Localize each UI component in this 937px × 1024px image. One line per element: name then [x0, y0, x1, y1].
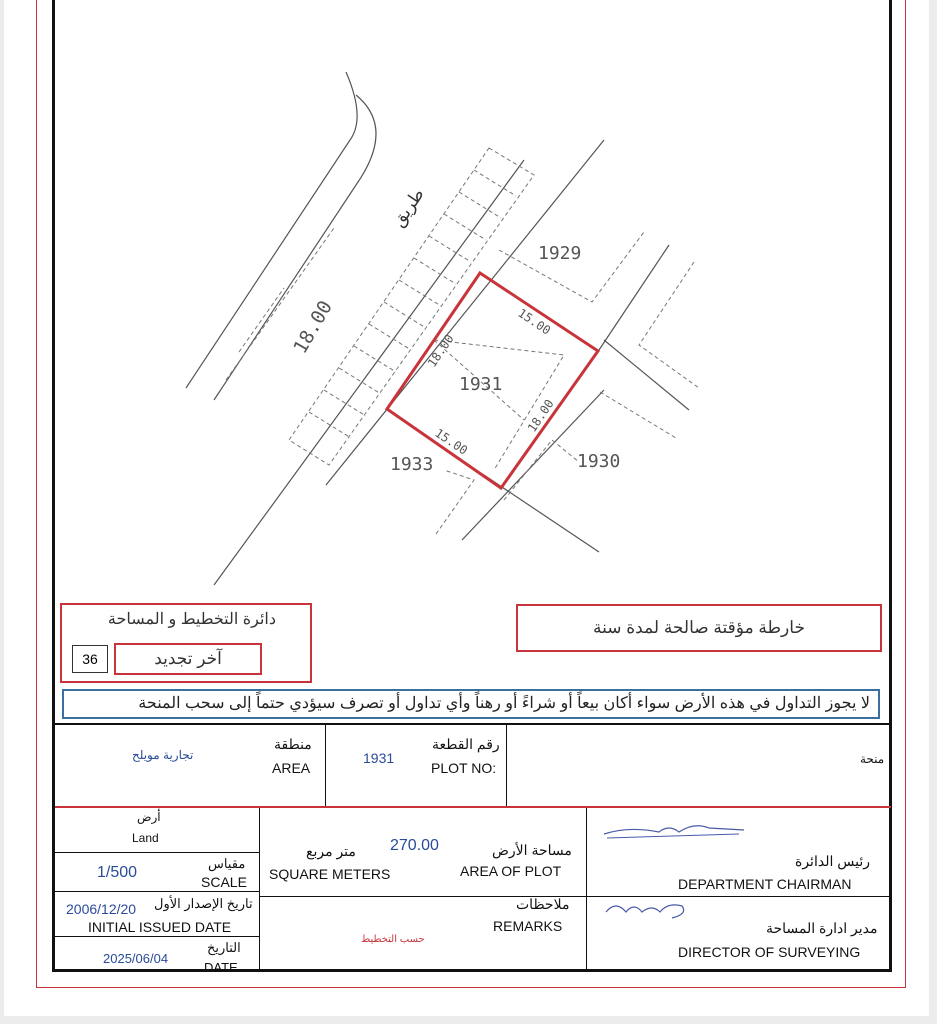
director-signature — [602, 898, 692, 924]
col-divider — [506, 725, 507, 806]
plot-label-en: PLOT NO: — [431, 760, 497, 776]
validity-stamp — [516, 604, 882, 652]
renewal-label: آخر تجديد — [154, 649, 222, 668]
dimension-right: 18.00 — [524, 396, 557, 435]
plot-number-1929: 1929 — [538, 243, 582, 264]
plot-number-1933: 1933 — [390, 454, 434, 475]
row-divider — [55, 891, 259, 892]
col-divider — [259, 808, 260, 972]
area-label-en: AREA — [272, 760, 311, 776]
row-divider — [55, 936, 259, 937]
row-divider — [586, 896, 891, 897]
issue-date-value: 2006/12/20 — [66, 901, 137, 917]
plot-number-1931: 1931 — [459, 374, 503, 395]
col-divider — [586, 808, 587, 972]
road-width-label: 18.00 — [289, 296, 337, 358]
chairman-signature — [599, 818, 749, 850]
area-value: تجارية مويلح — [132, 748, 194, 762]
table-top-line — [55, 723, 891, 725]
land-label-en: Land — [132, 831, 159, 845]
chairman-label-en: DEPARTMENT CHAIRMAN — [678, 876, 852, 892]
issue-date-label-ar: تاريخ الإصدار الأول — [154, 896, 253, 911]
department-stamp — [60, 603, 312, 683]
renewal-number-box — [72, 645, 108, 673]
remarks-value: حسب التخطيط — [361, 934, 425, 945]
validity-text: خارطة مؤقتة صالحة لمدة سنة — [593, 618, 805, 637]
grant-label: منحة — [860, 752, 885, 766]
director-label-en: DIRECTOR OF SURVEYING — [678, 944, 861, 960]
boundary-ne — [599, 245, 669, 350]
scale-value: 1/500 — [97, 864, 138, 881]
department-title: دائرة التخطيط و المساحة — [107, 611, 276, 628]
director-label-ar: مدير ادارة المساحة — [766, 920, 878, 936]
notice-text: لا يجوز التداول في هذه الأرض سواء أكان بيعاً أو شراءً أو رهناً وأي تداول أو تصرف سيؤدي حتماً إلى سحب المنحة — [138, 695, 870, 712]
notice-box — [62, 689, 880, 719]
plot-number-1930: 1930 — [577, 451, 621, 472]
dimension-bottom: 15.00 — [432, 425, 471, 458]
unit-label-en: SQUARE METERS — [269, 866, 391, 882]
plot-number-value: 1931 — [363, 750, 395, 766]
area-of-plot-label-ar: مساحة الأرض — [492, 842, 572, 858]
col-divider — [325, 725, 326, 806]
plot-map — [4, 0, 929, 600]
document-sheet — [4, 0, 929, 1016]
plot-label-ar: رقم القطعة — [432, 736, 500, 752]
plot-area-value: 270.00 — [390, 837, 439, 854]
dimension-left: 18.00 — [424, 331, 457, 370]
land-label-ar: أرض — [137, 810, 161, 824]
row-divider — [55, 852, 259, 853]
road-boundary-left — [214, 160, 524, 585]
area-label-ar: منطقة — [274, 736, 312, 752]
renewal-label-box — [114, 643, 262, 675]
renewal-number: 36 — [82, 651, 98, 667]
dimension-top: 15.00 — [515, 305, 554, 338]
date-label-en: DATE — [204, 960, 238, 975]
date-value: 2025/06/04 — [103, 951, 169, 966]
unit-label-ar: متر مربع — [306, 843, 356, 859]
remarks-label-ar: ملاحظات — [516, 896, 570, 912]
area-of-plot-label-en: AREA OF PLOT — [460, 863, 562, 879]
road-label: طريق — [388, 184, 429, 231]
table-row-divider — [55, 806, 891, 808]
issue-date-label-en: INITIAL ISSUED DATE — [88, 919, 232, 935]
scale-label-ar: مقياس — [208, 856, 246, 871]
date-label-ar: التاريخ — [207, 940, 241, 955]
chairman-label-ar: رئيس الدائرة — [795, 853, 870, 869]
scale-label-en: SCALE — [201, 874, 247, 890]
road-curve-inner — [214, 95, 376, 400]
road-curve-outer — [186, 72, 357, 388]
remarks-label-en: REMARKS — [493, 918, 563, 934]
